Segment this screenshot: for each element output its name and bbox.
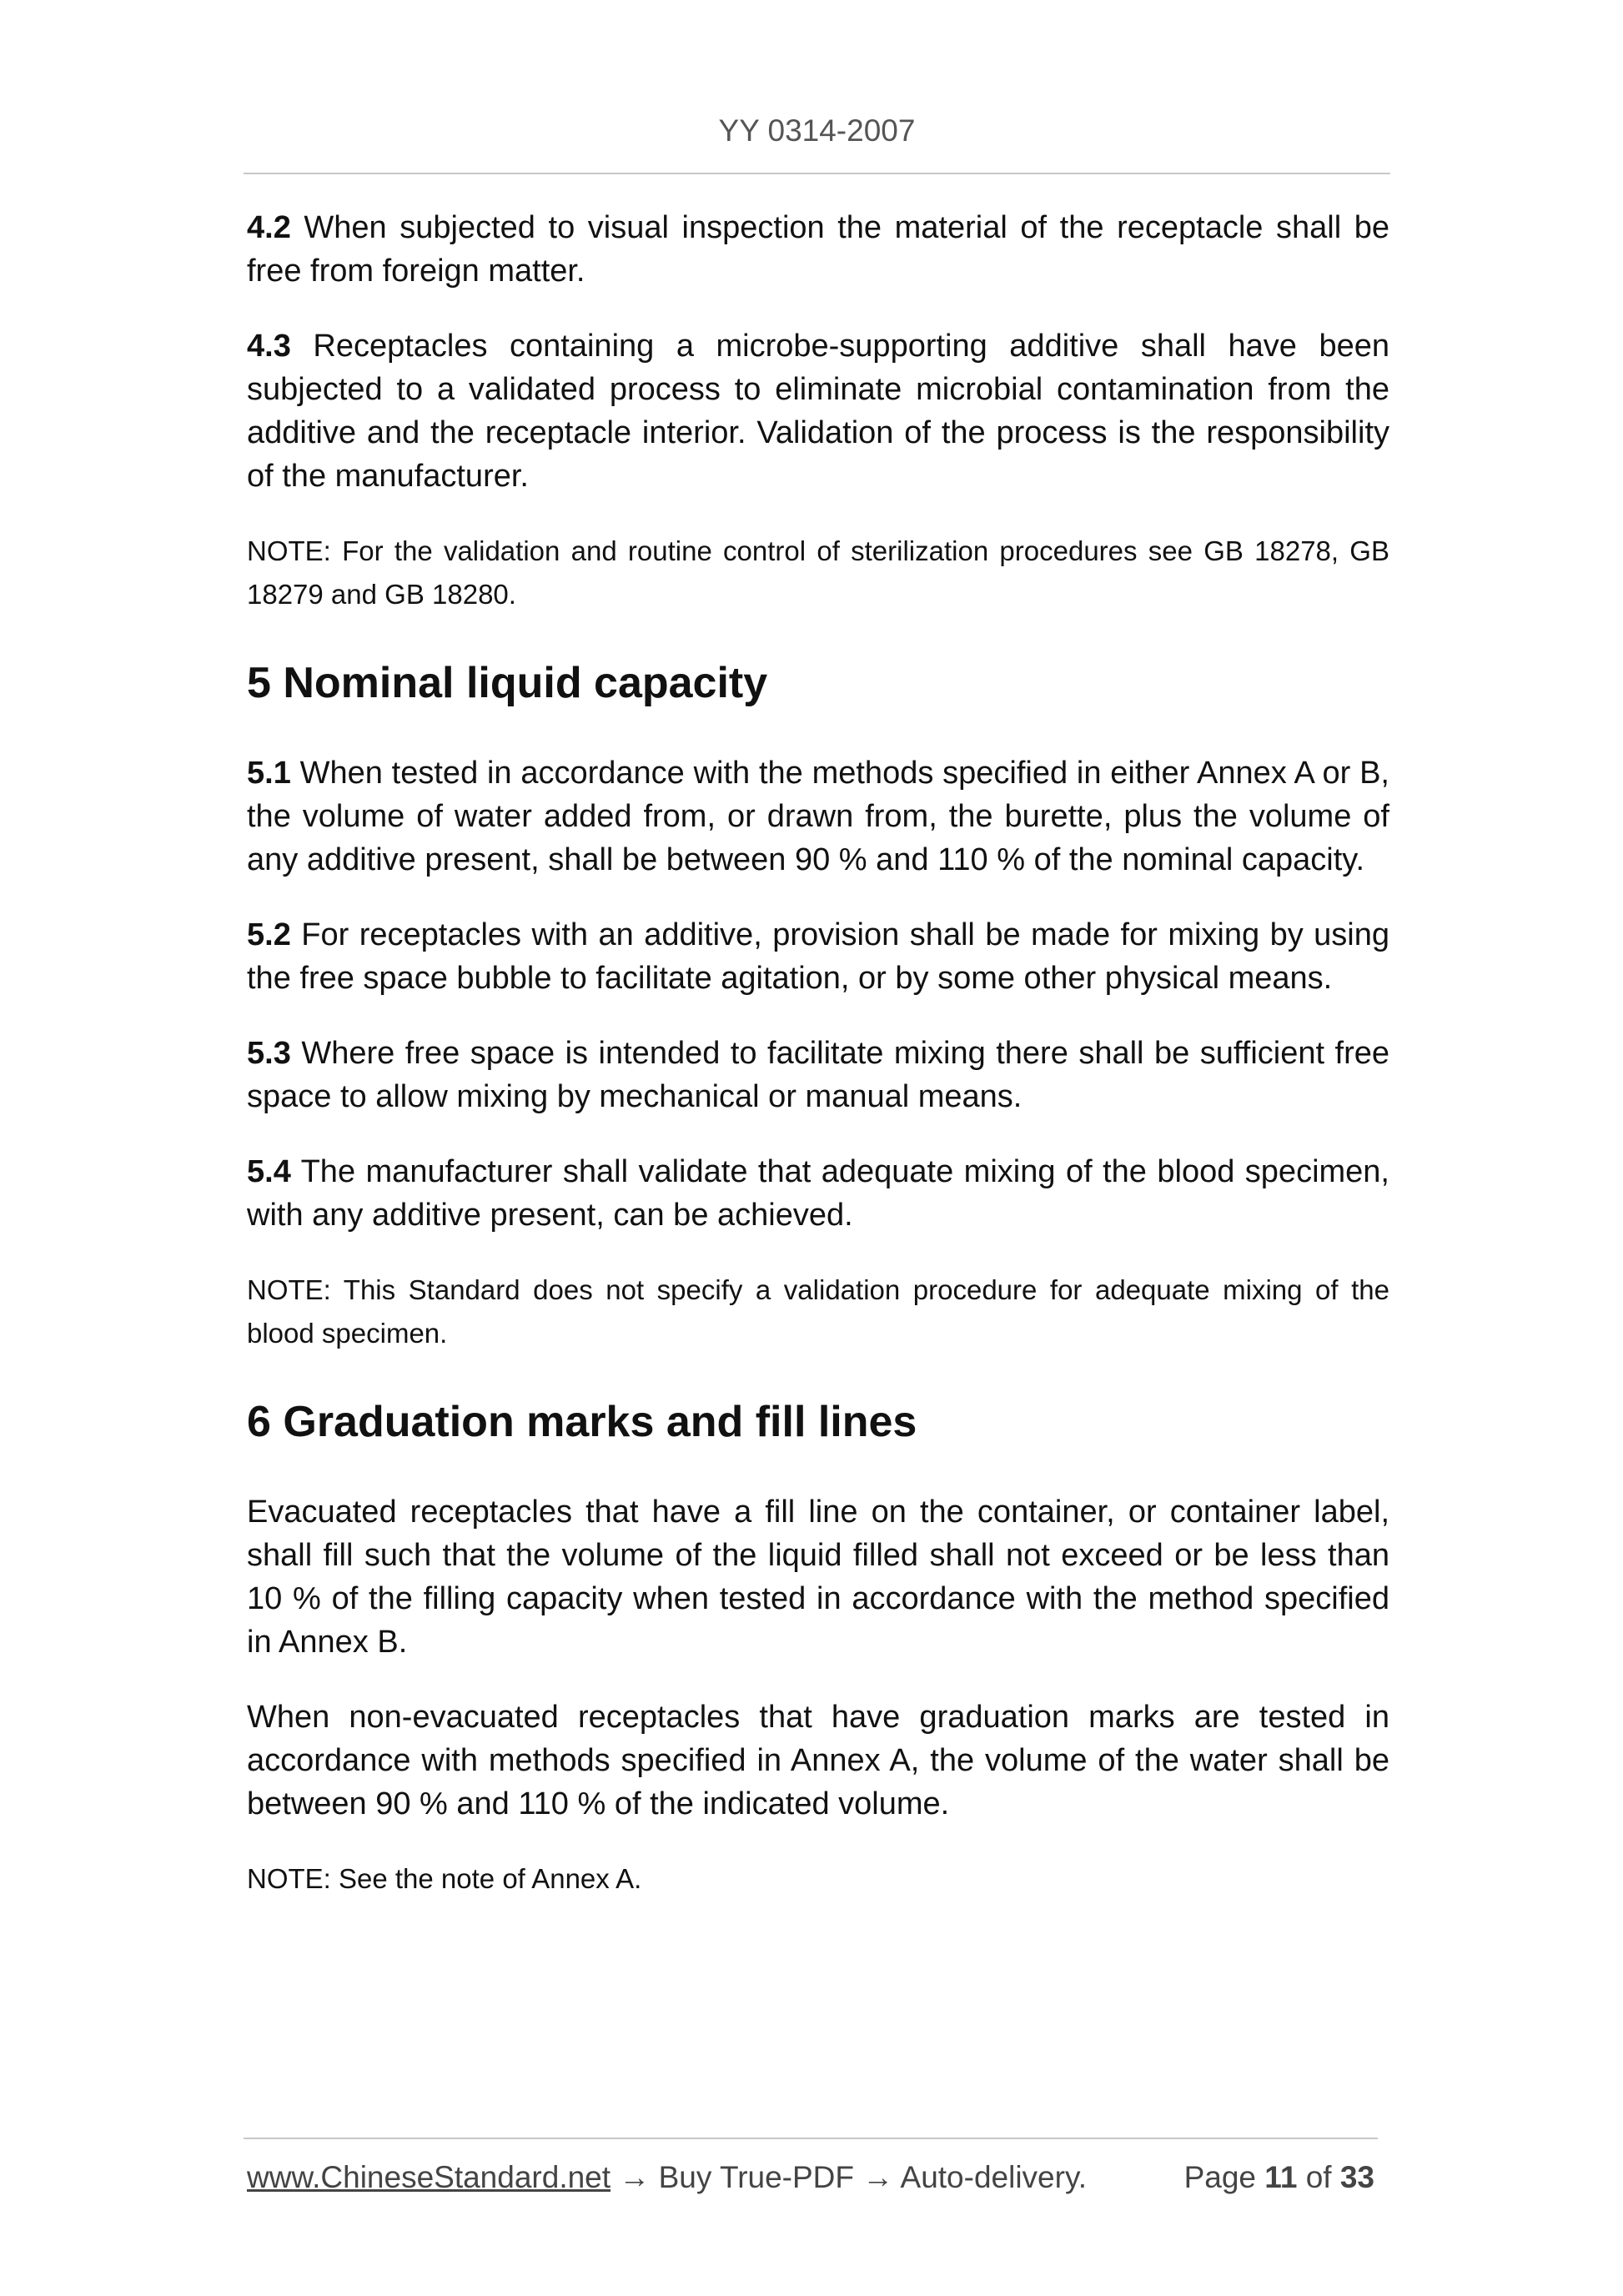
clause-5-1 [247, 751, 1389, 882]
footer-divider [244, 2138, 1378, 2139]
website-link[interactable]: www.ChineseStandard.net [247, 2160, 611, 2194]
clause-number: 5.2 [247, 917, 291, 952]
total-pages-number: 33 [1339, 2160, 1374, 2194]
clause-number: 4.3 [247, 329, 291, 364]
clause-5-3 [247, 1032, 1389, 1118]
of-label: of [1297, 2160, 1340, 2194]
section-5-heading: 5 Nominal liquid capacity [247, 659, 768, 707]
clause-number: 5.4 [247, 1154, 291, 1189]
clause-text: Where free space is intended to facilitate mixing there shall be sufficient free space to allow mixing by mechanical or manual means. [247, 1036, 1389, 1114]
clause-text: For receptacles with an additive, provision shall be made for mixing by using the free space bubble to facilitate agitation, or by some other physical means. [247, 917, 1389, 996]
document-id-header: YY 0314-2007 [718, 113, 916, 148]
page-counter [1184, 2160, 1374, 2195]
clause-number: 5.1 [247, 756, 291, 791]
clause-5-4 [247, 1150, 1389, 1237]
page-label: Page [1183, 2160, 1265, 2194]
note-sterilization: NOTE: For the validation and routine control of sterilization procedures see GB 18278, GB 18279 and GB 18280. [247, 535, 1389, 610]
page-body [247, 206, 1389, 1932]
clause-4-2 [247, 206, 1389, 293]
clause-text: The manufacturer shall validate that adequate mixing of the blood specimen, with any additive present, can be achieved. [247, 1154, 1389, 1233]
clause-5-2 [247, 913, 1389, 1000]
current-page-number: 11 [1264, 2160, 1298, 2194]
clause-number: 5.3 [247, 1036, 291, 1071]
clause-text: When subjected to visual inspection the material of the receptacle shall be free from foreign matter. [247, 210, 1389, 289]
clause-text: Receptacles containing a microbe-supporting additive shall have been subjected to a validated process to eliminate microbial contamination from the additive and the receptacle interior. Validation of the process is the responsibility of the manufacturer. [247, 329, 1389, 494]
clause-number: 4.2 [247, 210, 291, 245]
note-annex-a: NOTE: See the note of Annex A. [247, 1863, 642, 1894]
header-divider [244, 173, 1390, 174]
clause-text: When tested in accordance with the methods specified in either Annex A or B, the volume of water added from, or drawn from, the burette, plus the volume of any additive present, shall be between 90 % and 110 % of the nominal capacity. [247, 756, 1389, 877]
note-mixing: NOTE: This Standard does not specify a validation procedure for adequate mixing of the blood specimen. [247, 1274, 1389, 1349]
footer-promo [247, 2160, 1087, 2195]
section-6-heading: 6 Graduation marks and fill lines [247, 1398, 917, 1446]
clause-4-3 [247, 324, 1389, 498]
section-6-paragraph-1: Evacuated receptacles that have a fill line on the container, or container label, shall fill such that the volume of the liquid filled shall not exceed or be less than 10 % of the filling capacity when tested in accordance with the method specified in Annex B. [247, 1495, 1389, 1660]
section-6-paragraph-2: When non-evacuated receptacles that have graduation marks are tested in accordance with methods specified in Annex A, the volume of the water shall be between 90 % and 110 % of the indicated volume. [247, 1700, 1389, 1821]
footer-tagline: → Buy True-PDF → Auto-delivery. [611, 2160, 1087, 2194]
